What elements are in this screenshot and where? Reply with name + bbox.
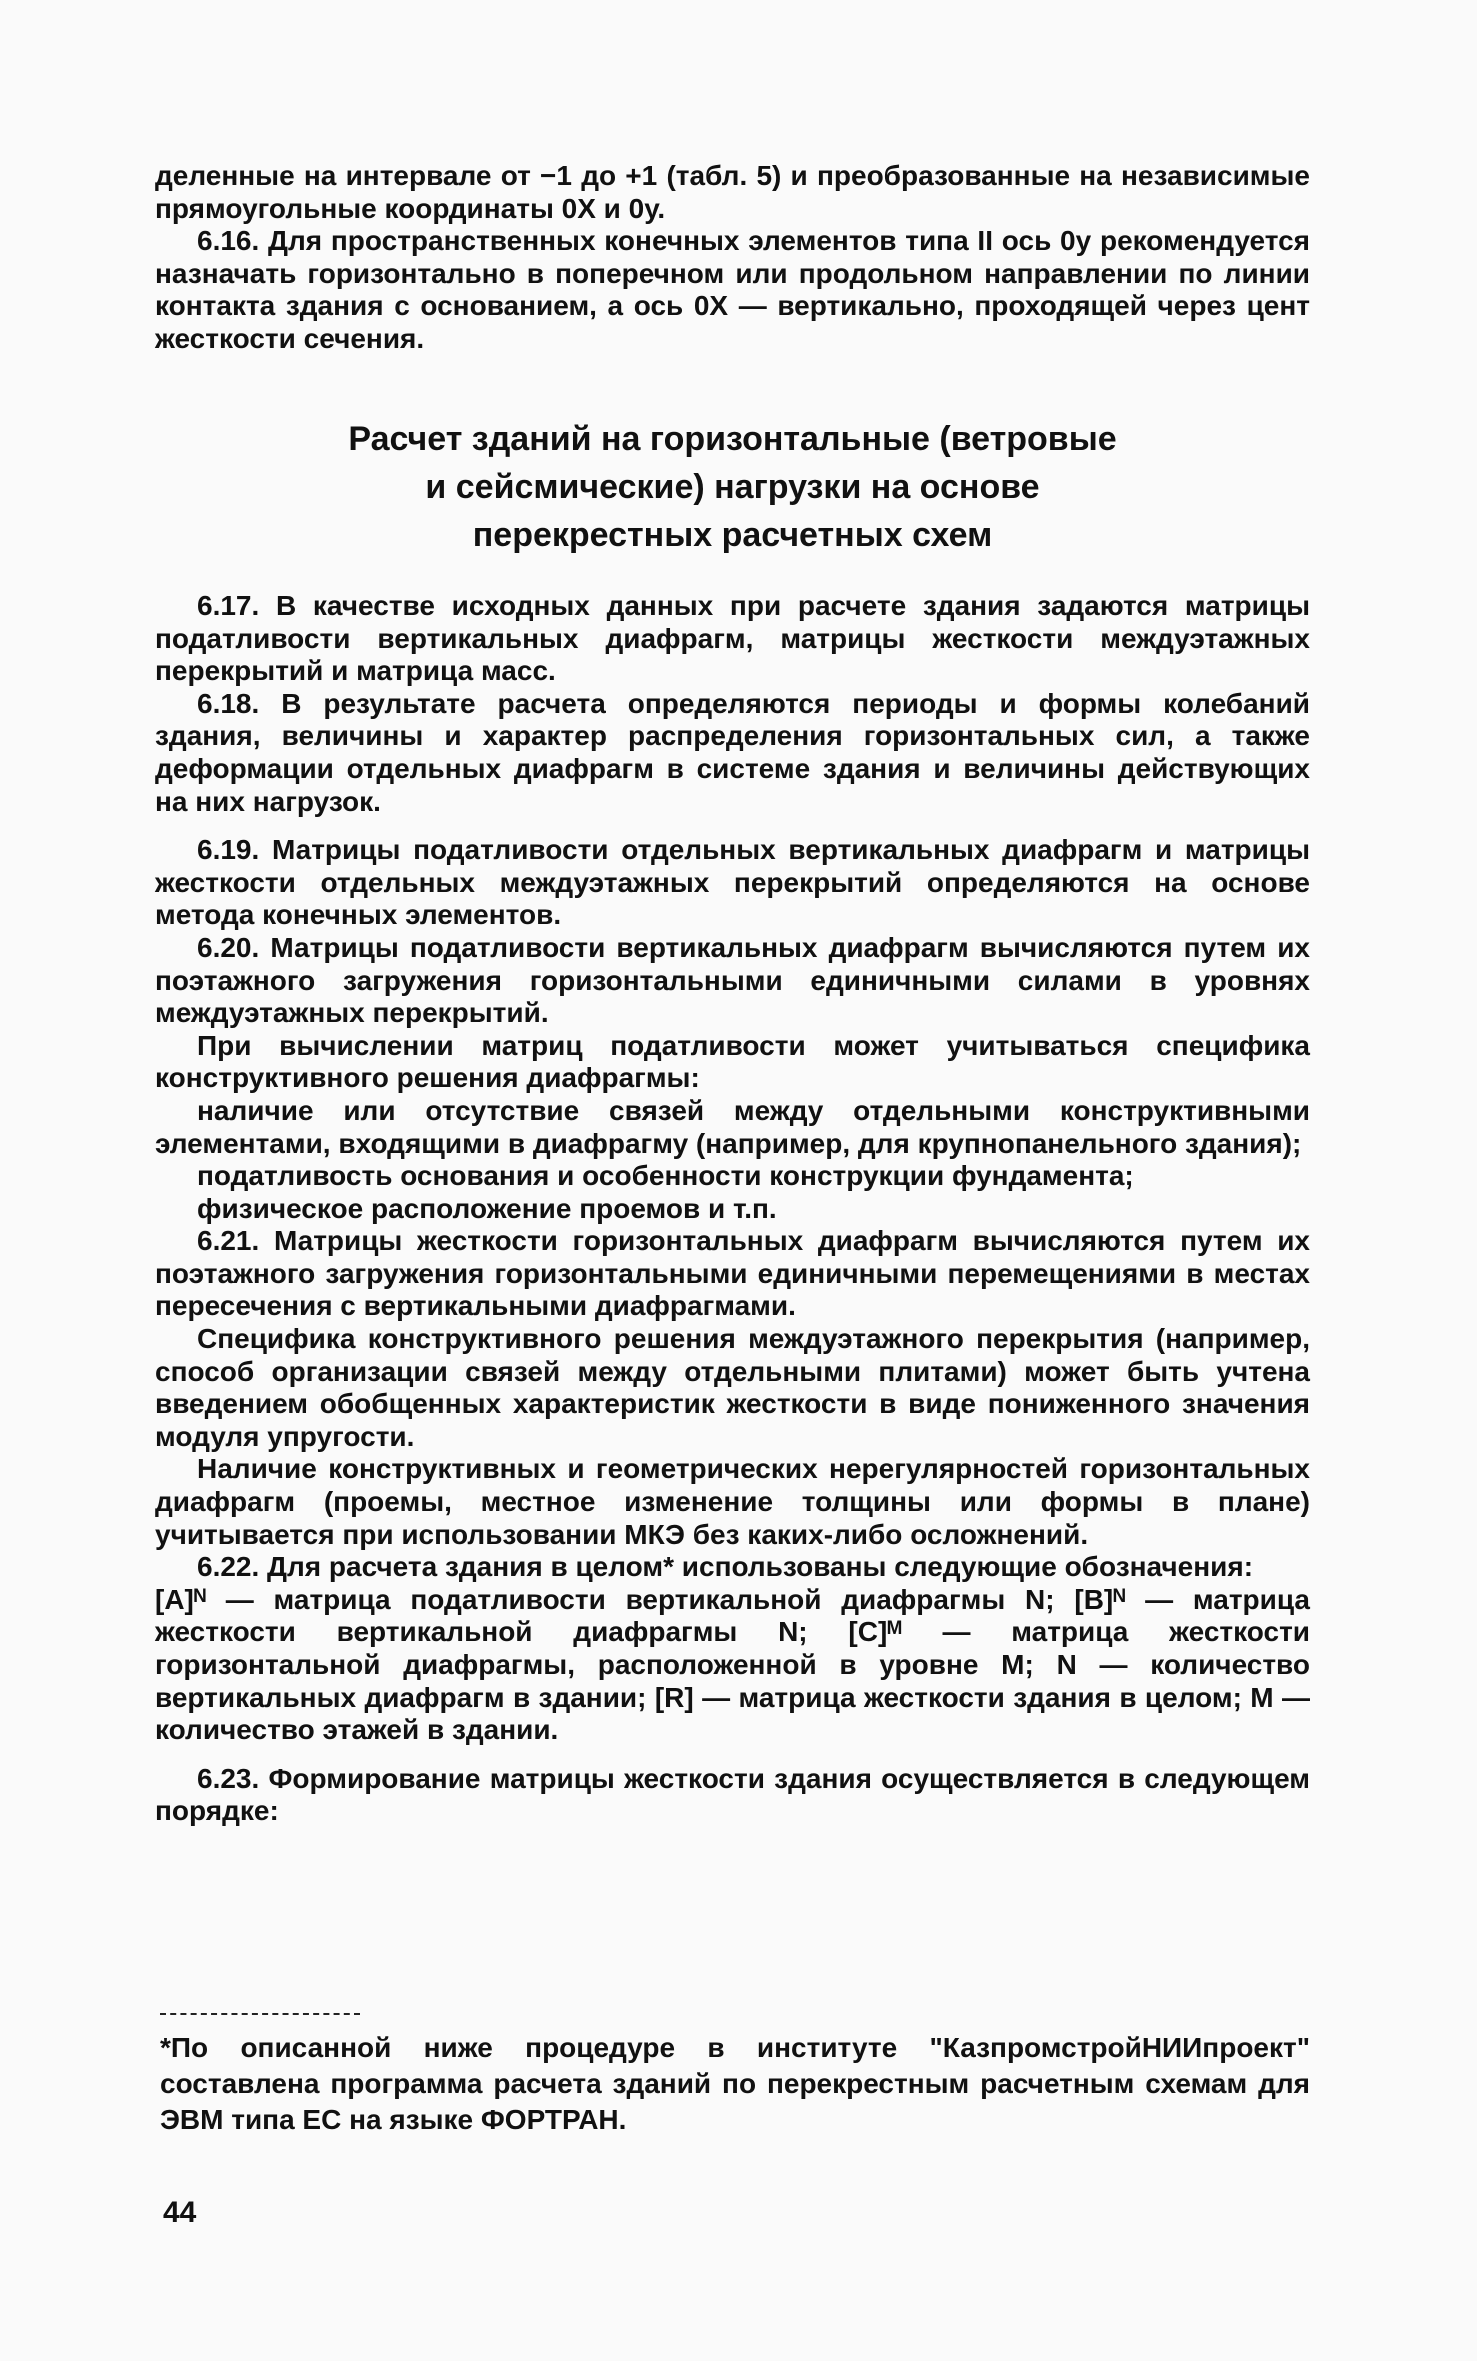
list-item-openings: физическое расположение проемов и т.п.	[197, 1192, 777, 1224]
heading-line-2: и сейсмические) нагрузки на основе	[425, 468, 1040, 506]
paragraph-6-16: 6.16. Для пространственных конечных элементов типа II ось 0у рекомендуется назначать горизонтально в поперечном или продольном направлении по линии контакта здания с основанием, а ось 0Х — вертикально, проходящей через цент жесткости сечения.	[155, 225, 1310, 354]
list-item-foundation: податливость основания и особенности конструкции фундамента;	[197, 1160, 1134, 1192]
paragraph-6-22: 6.22. Для расчета здания в целом* использованы следующие обозначения:	[197, 1551, 1254, 1583]
paragraph-notation: [A]ᴺ — матрица податливости вертикальной диафрагмы N; [B]ᴺ — матрица жесткости вертикальной диафрагмы N; [C]ᴹ — матрица жесткости горизонтальной диафрагмы, расположенной в уровне M; N — количество вертикальных диафрагм в здании; [R] — матрица жесткости здания в целом; M — количество этажей в здании.	[155, 1583, 1310, 1746]
paragraph-6-21: 6.21. Матрицы жесткости горизонтальных диафрагм вычисляются путем их поэтажного загружения горизонтальными единичными перемещениями в местах пересечения с вертикальными диафрагмами.	[155, 1225, 1310, 1322]
list-item-connections: наличие или отсутствие связей между отдельными конструктивными элементами, входящими в диафрагму (например, для крупнопанельного здания);	[155, 1094, 1310, 1159]
paragraph-specifics: При вычислении матриц податливости может учитываться специфика конструктивного решения диафрагмы:	[155, 1029, 1310, 1094]
paragraph-6-17: 6.17. В качестве исходных данных при расчете здания задаются матрицы податливости вертикальных диафрагм, матрицы жесткости междуэтажных перекрытий и матрица масс.	[155, 590, 1310, 687]
footnote-divider	[160, 2013, 360, 2015]
footnote-text: *По описанной ниже процедуре в институте "КазпромстройНИИпроект" составлена программа расчета зданий по перекрестным расчетным схемам для ЭВМ типа ЕС на языке ФОРТРАН.	[160, 2032, 1310, 2135]
paragraph-6-20: 6.20. Матрицы податливости вертикальных диафрагм вычисляются путем их поэтажного загружения горизонтальными единичными силами в уровнях междуэтажных перекрытий.	[155, 931, 1310, 1029]
paragraph-floor-specifics: Специфика конструктивного решения междуэтажного перекрытия (например, способ организации связей между отдельными плитами) может быть учтена введением обобщенных характеристик жесткости в виде пониженного значения модуля упругости.	[155, 1323, 1310, 1452]
paragraph-6-18: 6.18. В результате расчета определяются периоды и формы колебаний здания, величины и характер распределения горизонтальных сил, а также деформации отдельных диафрагм в системе здания и величины действующих на них нагрузок.	[155, 687, 1310, 817]
footnote	[160, 2030, 1310, 2138]
heading-line-3: перекрестных расчетных схем	[472, 516, 993, 554]
heading-line-1: Расчет зданий на горизонтальные (ветровые	[348, 420, 1117, 458]
main-text-block	[155, 590, 1310, 1828]
paragraph-irregularities: Наличие конструктивных и геометрических нерегулярностей горизонтальных диафрагм (проемы, местное изменение толщины или формы в плане) учитывается при использовании МКЭ без каких-либо осложнений.	[155, 1453, 1310, 1550]
page-number: 44	[163, 2196, 197, 2229]
top-text-block	[155, 160, 1310, 356]
section-heading	[155, 415, 1310, 559]
paragraph-6-19: 6.19. Матрицы податливости отдельных вертикальных диафрагм и матрицы жесткости отдельных междуэтажных перекрытий определяются на основе метода конечных элементов.	[155, 834, 1310, 931]
paragraph-6-23: 6.23. Формирование матрицы жесткости здания осуществляется в следующем порядке:	[155, 1762, 1310, 1827]
paragraph-continuation: деленные на интервале от −1 до +1 (табл. 5) и преобразованные на независимые прямоугольные координаты 0Х и 0у.	[155, 160, 1310, 224]
